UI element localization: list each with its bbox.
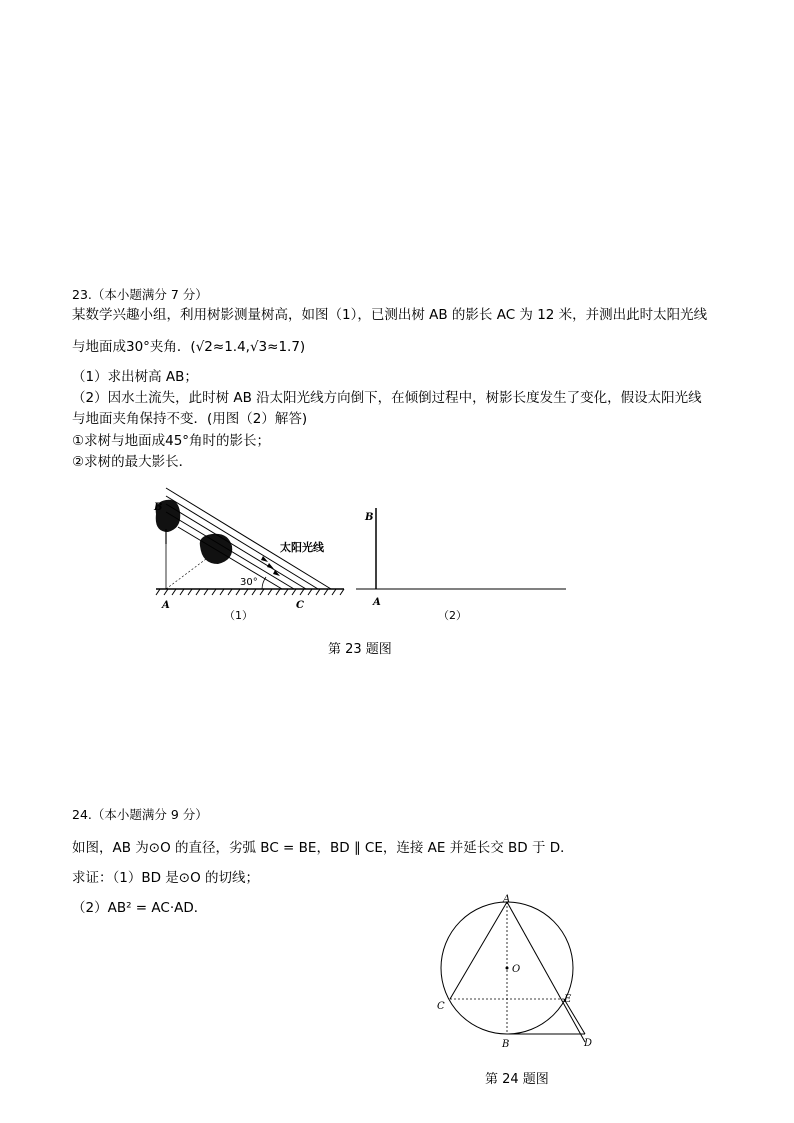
q23-figure-1 bbox=[148, 484, 348, 624]
label-B2: B bbox=[365, 512, 374, 523]
q23-header: 23.（本小题满分 7 分） bbox=[72, 287, 208, 302]
fig1-caption: （1） bbox=[224, 609, 253, 622]
sun-rays bbox=[166, 488, 331, 589]
label-E: E bbox=[564, 994, 572, 1005]
fig2-caption: （2） bbox=[438, 609, 467, 622]
label-B1: B bbox=[154, 502, 163, 513]
q23-line2: 与地面成30°夹角．(√2≈1.4,√3≈1.7) bbox=[72, 339, 306, 355]
q23-sub2: ②求树的最大影长． bbox=[72, 454, 193, 470]
center-point bbox=[506, 967, 509, 970]
label-O: O bbox=[512, 964, 521, 975]
label-A1: A bbox=[162, 600, 170, 611]
q23-sub1: ①求树与地面成45°角时的影长； bbox=[72, 433, 271, 449]
q23-line1: 某数学兴趣小组，利用树影测量树高，如图（1），已测出树 AB 的影长 AC 为 12 米，并测出此时太阳光线 bbox=[72, 307, 708, 323]
label-A: A bbox=[503, 894, 511, 905]
label-C: C bbox=[437, 1001, 445, 1012]
q24-line1: 如图，AB 为⊙O 的直径，劣弧 BC = BE，BD ∥ CE，连接 AE 并延长交 BD 于 D． bbox=[72, 840, 574, 856]
q24-caption: 第 24 题图 bbox=[485, 1072, 549, 1087]
label-C1: C bbox=[296, 600, 304, 611]
ground-hatching bbox=[156, 589, 344, 595]
segment-AC bbox=[450, 902, 507, 999]
q23-figure-2 bbox=[356, 484, 571, 624]
q23-part1: （1）求出树高 AB； bbox=[72, 369, 198, 385]
arrow-heads bbox=[261, 556, 280, 576]
sun-text: 太阳光线 bbox=[280, 541, 324, 554]
q24-figure bbox=[430, 892, 600, 1062]
q23-part2b: 与地面夹角保持不变．(用图（2）解答) bbox=[72, 411, 308, 427]
q23-part2a: （2）因水土流失，此时树 AB 沿太阳光线方向倒下，在倾倒过程中，树影长度发生了变化，假设太阳光线 bbox=[72, 390, 702, 406]
label-B: B bbox=[502, 1039, 510, 1050]
q24-header: 24.（本小题满分 9 分） bbox=[72, 807, 208, 822]
dotted-line bbox=[166, 559, 206, 589]
q24-line3: （2）AB² = AC·AD． bbox=[72, 900, 208, 916]
angle-text: 30° bbox=[240, 577, 258, 588]
q23-caption: 第 23 题图 bbox=[328, 642, 392, 657]
q24-line2: 求证：（1）BD 是⊙O 的切线； bbox=[72, 870, 260, 886]
label-A2: A bbox=[373, 597, 381, 608]
label-D: D bbox=[584, 1038, 593, 1049]
